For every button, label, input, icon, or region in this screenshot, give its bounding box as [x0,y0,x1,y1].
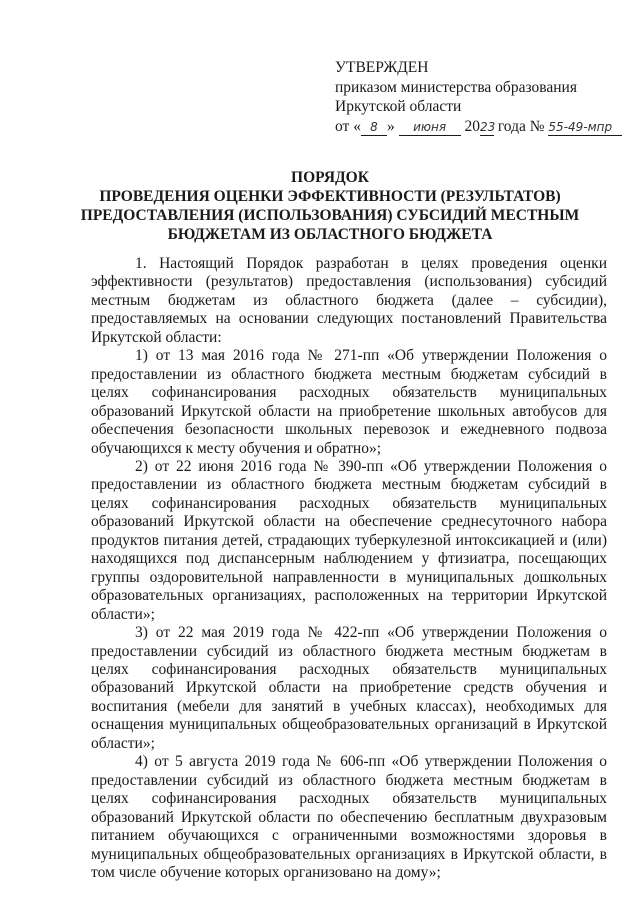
handwritten-year-suffix: 23 [479,119,496,134]
approval-date-line [335,117,622,137]
handwritten-order-number: 55-49-мпр [548,120,622,136]
paragraph-item-3: 3) от 22 мая 2019 года № 422-пп «Об утверждении Положения о предоставлении субсидий из областного бюджета местным бюджетам в целях софинансирования расходных обязательств муниципальных образований Иркутской области на приобретение средств обучения и воспитания (мебели для занятий в учебных классах), необходимых для оснащения муниципальных общеобразовательных организаций в Иркутской области»; [91,624,607,752]
title-line-1: ПОРЯДОК [291,169,369,186]
approval-block [335,58,622,136]
title-line-4: БЮДЖЕТАМ ИЗ ОБЛАСТНОГО БЮДЖЕТА [167,226,493,243]
handwritten-day: 8 [361,120,387,136]
quote-close: » [386,117,395,135]
paragraph-item-1: 1) от 13 мая 2016 года № 271-пп «Об утверждении Положения о предоставлении из областного бюджета местным бюджетам субсидий в целях софинансирования расходных обязательств муниципальных образований Иркутской области на приобретение школьных автобусов для обеспечения безопасности школьных перевозок и ежедневного подвоза обучающихся к месту обучения и обратно»; [91,347,607,457]
approval-line-2: Иркутской области [335,98,462,115]
paragraph-intro: 1. Настоящий Порядок разработан в целях проведения оценки эффективности (результатов) предоставления (использования) субсидий местным бюджетам из областного бюджета (далее – субсидии), предоставляемых на основании следующих постановлений Правительства Иркутской области: [91,255,607,346]
approval-heading: УТВЕРЖДЕН [335,59,429,76]
document-body [91,255,607,882]
year-prefix: 20 [464,117,480,135]
document-title [70,168,590,244]
handwritten-month: июня [399,120,461,136]
paragraph-item-2: 2) от 22 июня 2016 года № 390-пп «Об утверждении Положения о предоставлении из областного бюджета местным бюджетам субсидий в целях софинансирования расходных обязательств муниципальных образований Иркутской области на обеспечение среднесуточного набора продуктов питания детей, страдающих туберкулезной интоксикацией и (или) находящихся под диспансерным наблюдением у фтизиатра, посещающих группы оздоровительной направленности в муниципальных дошкольных образовательных организациях, расположенных на территории Иркутской области»; [91,457,607,623]
date-prefix: от « [335,117,361,135]
title-line-3: ПРЕДОСТАВЛЕНИЯ (ИСПОЛЬЗОВАНИЯ) СУБСИДИЙ МЕСТНЫМ [80,207,580,224]
approval-line-1: приказом министерства образования [335,78,577,96]
year-word: года № [497,117,545,135]
paragraph-item-4: 4) от 5 августа 2019 года № 606-пп «Об утверждении Положения о предоставлении субсидий из областного бюджета местным бюджетам в целях софинансирования расходных обязательств муниципальных образований Иркутской области по обеспечению бесплатным двухразовым питанием обучающихся с ограниченными возможностями здоровья в муниципальных общеобразовательных организациях в Иркутской области, в том числе обучение которых организовано на дому»; [91,753,607,881]
title-line-2: ПРОВЕДЕНИЯ ОЦЕНКИ ЭФФЕКТИВНОСТИ (РЕЗУЛЬТАТОВ) [99,188,561,205]
